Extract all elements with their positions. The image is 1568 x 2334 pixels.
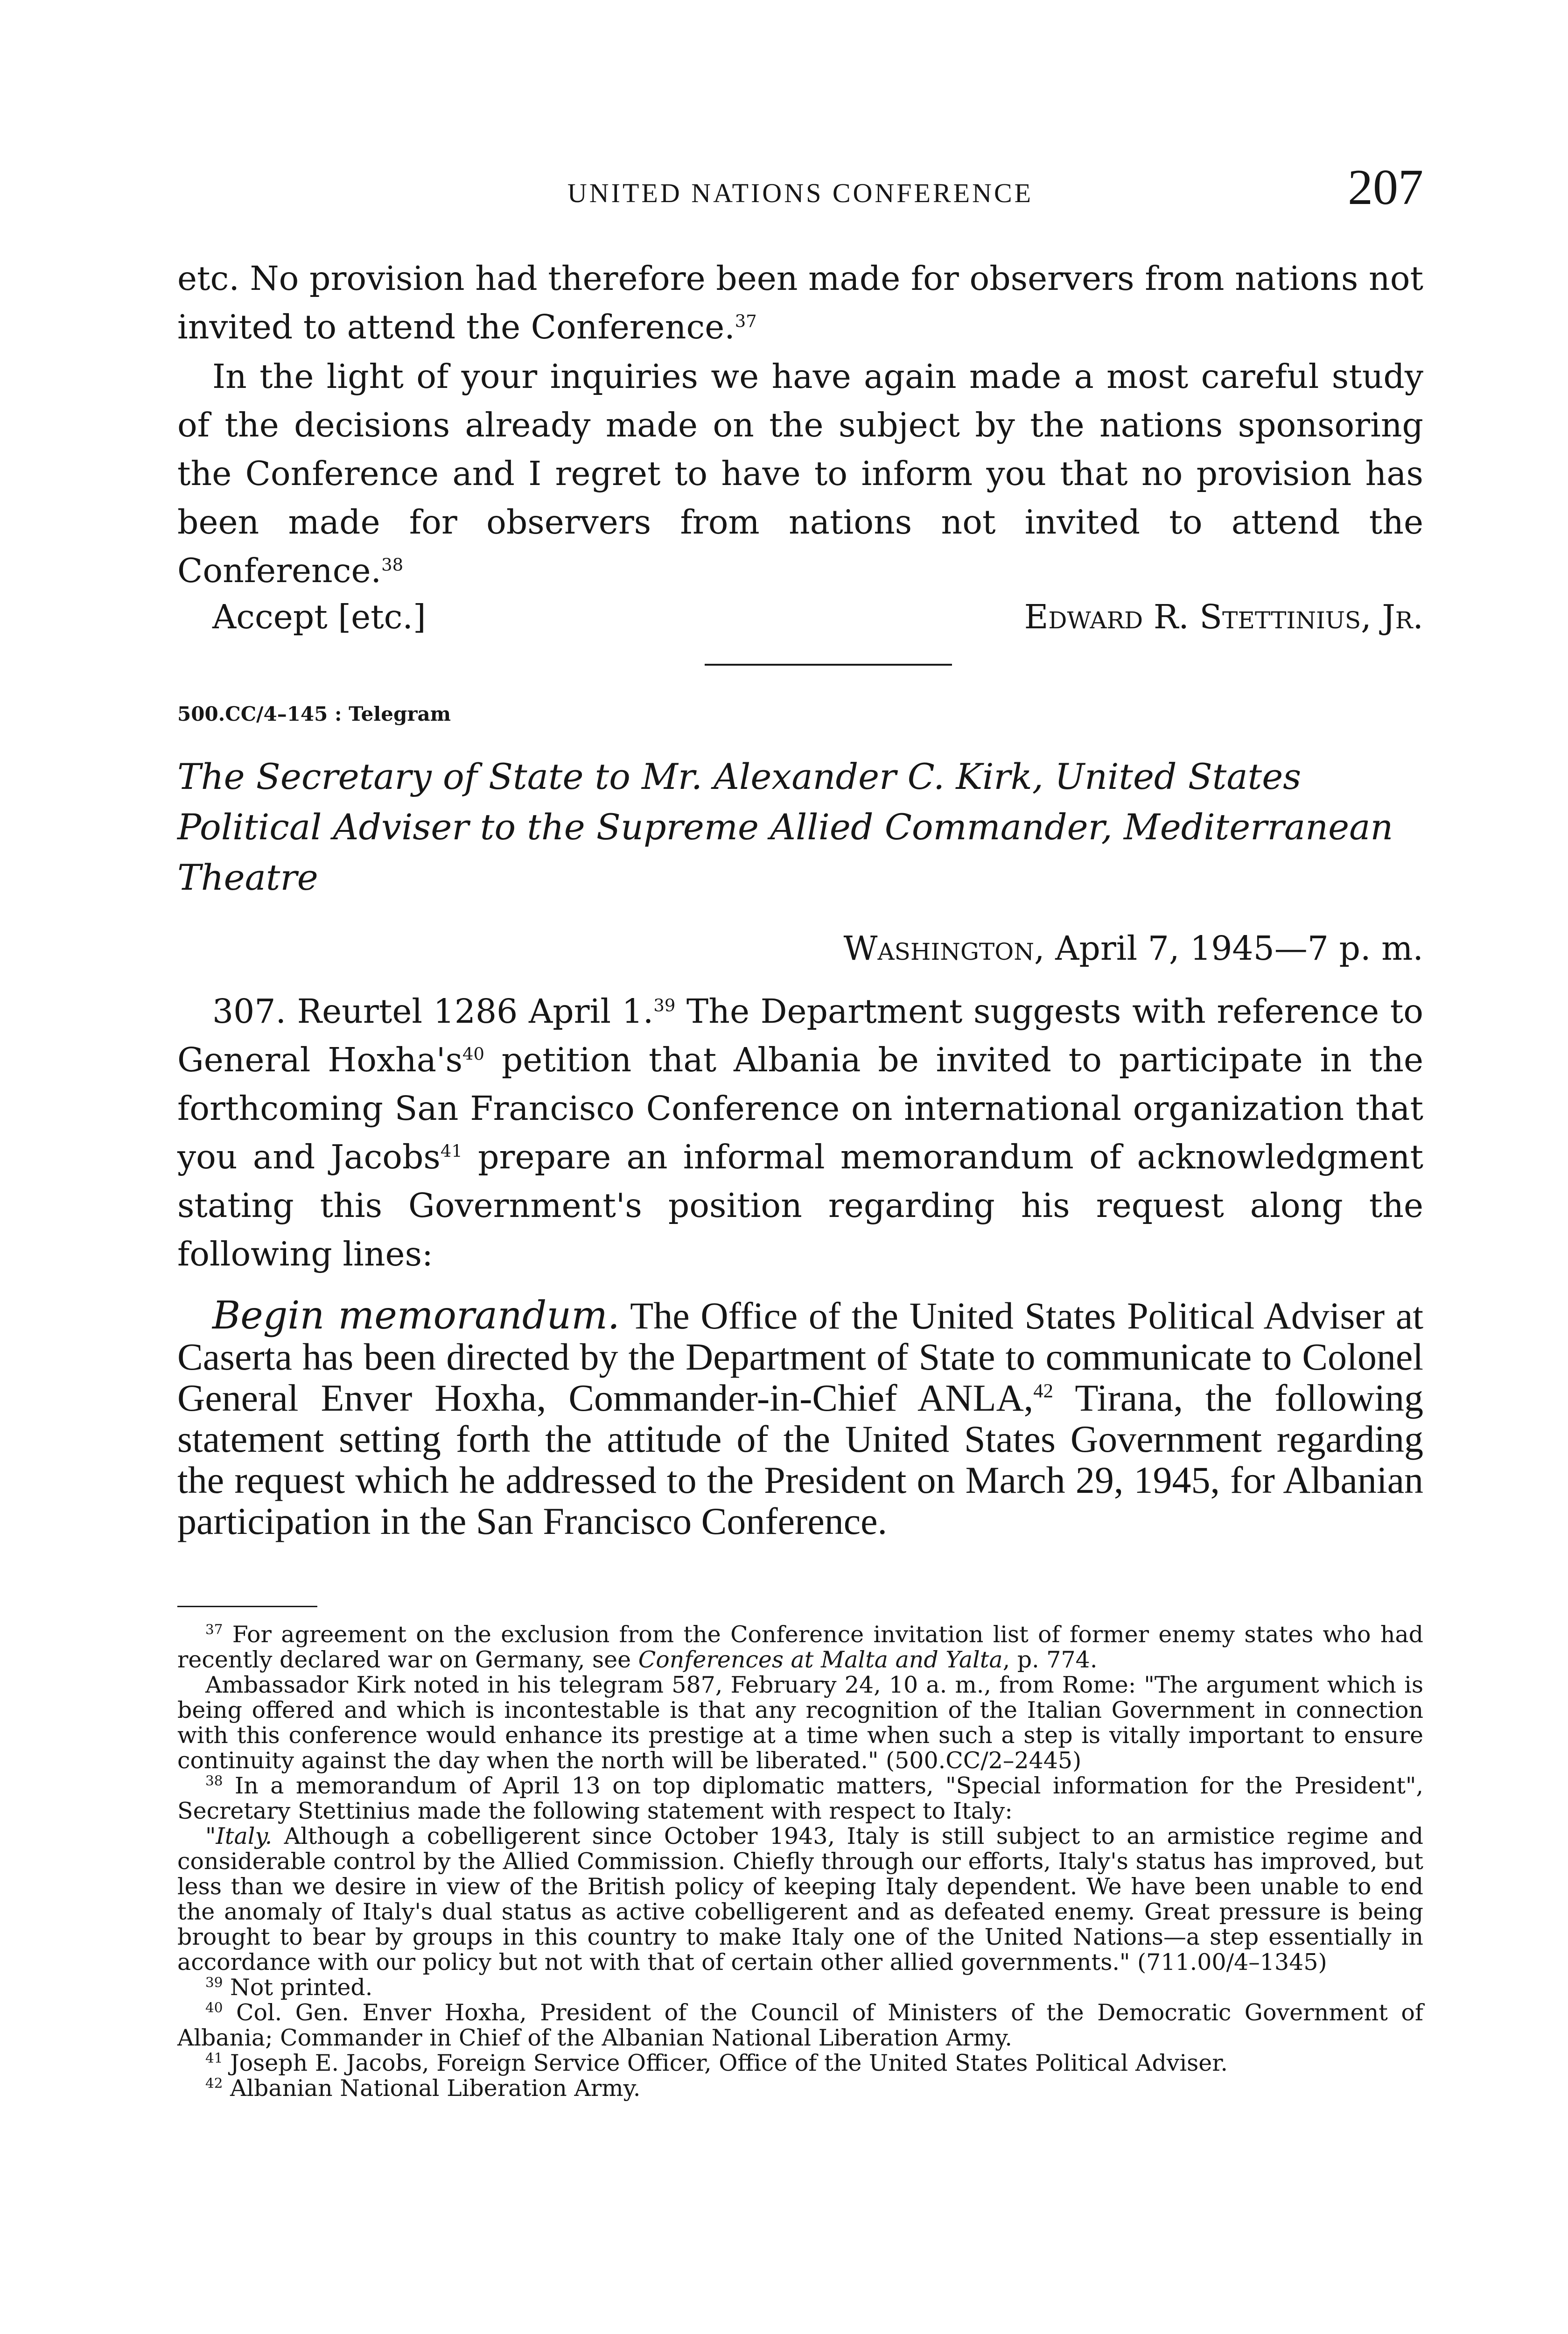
- page-number: 207: [1348, 160, 1423, 215]
- previous-letter-paragraph-2: In the light of your inquiries we have again made a most careful study of the decisions already made on the subject by the nations sponsoring the Conference and I regret to have to inform you that no provision has been made for observers from nations not invited to attend the Conference.$^{38}$: [177, 357, 1423, 590]
- footnote-divider: [177, 1606, 317, 1607]
- footnote-37: $^{37}$ For agreement on the exclusion from the Conference invitation list of former enemy states who had recently declared war on Germany, see Conferences at Malta and Yalta, p. 774.: [177, 1621, 1424, 1673]
- footnote-39: $^{39}$ Not printed.: [205, 1974, 373, 2001]
- footnote-40: $^{40}$ Col. Gen. Enver Hoxha, President of the Council of Ministers of the Democratic Government of Albania; Commander in Chief of the Albanian National Liberation Army.: [177, 1999, 1423, 2051]
- footnote-ref-39: 39: [653, 995, 676, 1016]
- footnote-38-quote: "Italy. Although a cobelligerent since October 1943, Italy is still subject to an armistice regime and considerable control by the Allied Commission. Chiefly through our efforts, Italy's status has improved, but less than we desire in view of the British policy of keeping Italy dependent. We have been unable to end the anomaly of Italy's dual status as active cobelligerent and as defeated enemy. Great pressure is being brought to bear by groups in this country to make Italy one of the United Nations—a step essentially in accordance with our policy but not with that of certain other allied governments." (711.00/4–1345): [177, 1823, 1423, 1975]
- footnotes: [177, 1622, 1423, 2101]
- footnote-ref-42: 42: [1033, 1380, 1053, 1402]
- telegram-paragraph: 307. Reurtel 1286 April 1.39 The Department suggests with reference to General $Hoxha's^{40}$ petition that Albania be invited to participate in the forthcoming San Francisco Conference on international organization that you and Jacobs$^{41}$ prepare an informal memorandum of acknowledgment stating this Government's position regarding his request along the following lines:: [177, 992, 1423, 1273]
- document-reference: 500.CC/4–145 : Telegram: [177, 703, 451, 725]
- footnote-42: $^{42}$ Albanian National Liberation Army.: [205, 2075, 641, 2102]
- running-title: UNITED NATIONS CONFERENCE: [567, 178, 1034, 208]
- dateline-time: , April 7, 1945—7 p. m.: [1034, 929, 1423, 968]
- memorandum-label: Begin memorandum.: [212, 1294, 620, 1338]
- footnote-ref-40: 40: [462, 1044, 484, 1064]
- document-heading: The Secretary of State to Mr. Alexander C. Kirk, United States Political Adviser to the Supreme Allied Commander, Mediterranean Theatre: [177, 756, 1393, 898]
- dateline-place: Washington: [843, 929, 1034, 968]
- previous-letter-paragraph-1: etc. No provision had therefore been made for observers from nations not invited to attend the Conference.$^{37}$: [177, 259, 1423, 346]
- footnote-ref-38: 38: [381, 555, 404, 575]
- letter-closing: [212, 593, 1423, 641]
- memorandum-paragraph: Begin memorandum. The Office of the United States Political Adviser at Caserta has been directed by the Department of State to communicate to Colonel General Enver Hoxha, Commander-in-Chief ANLA,$^{42}$ Tirana, the following statement setting forth the attitude of the United States Government regarding the request which he addressed to the President on March 29, 1945, for Albanian participation in the San Francisco Conference.: [177, 1294, 1423, 1542]
- footnote-38: $^{38}$ In a memorandum of April 13 on top diplomatic matters, "Special information for the President", Secretary Stettinius made the following statement with respect to Italy:: [177, 1772, 1423, 1824]
- signature: Edward R. Stettinius, Jr.: [1024, 598, 1423, 636]
- footnote-37-continuation: Ambassador Kirk noted in his telegram 587, February 24, 10 a. m., from Rome: "The argument which is being offered and which is incontestable is that any recognition of the Italian Government in connection with this conference would enhance its prestige at a time when such a step is vitally important to ensure continuity against the day when the north will be liberated." (500.CC/2–2445): [177, 1672, 1423, 1774]
- closing-formula: Accept [etc.]: [212, 598, 426, 636]
- footnote-ref-41: 41: [440, 1141, 462, 1161]
- footnote-ref-37: 37: [735, 311, 757, 331]
- section-divider: [705, 664, 952, 666]
- footnote-41: $^{41}$ Joseph E. Jacobs, Foreign Service Officer, Office of the United States Political Adviser.: [205, 2050, 1228, 2076]
- dateline: [844, 929, 1424, 968]
